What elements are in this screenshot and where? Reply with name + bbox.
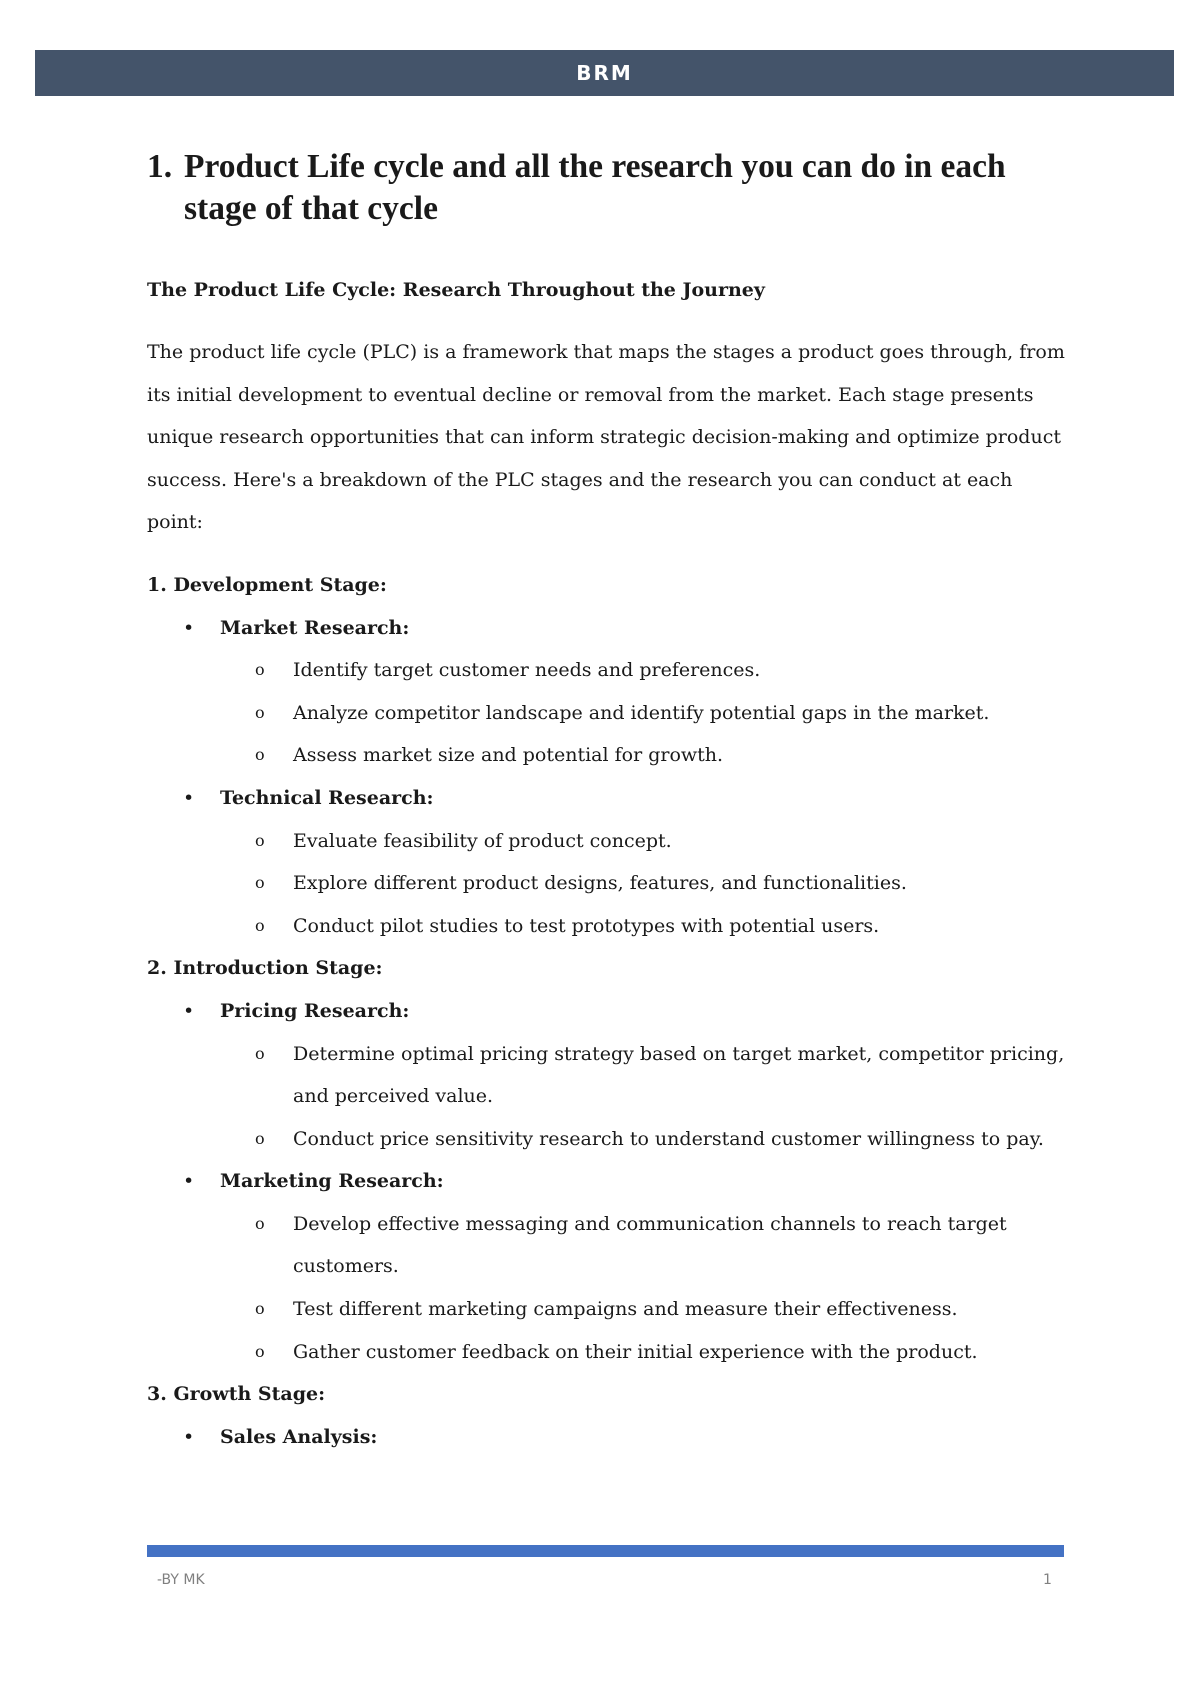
- bullet-item: [147, 990, 1067, 1033]
- sub-item-text: Conduct price sensitivity research to understand customer willingness to pay.: [293, 1127, 1044, 1150]
- sub-list-item: [147, 1288, 1067, 1331]
- bullet-item: [147, 607, 1067, 650]
- sub-item-text: Explore different product designs, features, and functionalities.: [293, 872, 907, 895]
- sub-list-item: [147, 905, 1067, 948]
- sub-item-text: Identify target customer needs and preferences.: [293, 659, 761, 682]
- footer-author: -BY MK: [157, 1572, 205, 1588]
- circle-bullet-icon: o: [255, 830, 265, 850]
- circle-bullet-icon: o: [255, 660, 265, 680]
- sub-item-text: Determine optimal pricing strategy based on target market, competitor pricing, and perceived value.: [293, 1042, 1065, 1108]
- sub-list-item: [147, 1033, 1067, 1118]
- sub-item-text: Test different marketing campaigns and measure their effectiveness.: [293, 1298, 958, 1321]
- bullet-label: Pricing Research:: [220, 999, 410, 1022]
- sub-item-text: Gather customer feedback on their initial experience with the product.: [293, 1340, 978, 1363]
- stage-heading: 2. Introduction Stage:: [147, 957, 383, 980]
- sub-item-text: Evaluate feasibility of product concept.: [293, 829, 672, 852]
- sub-list-item: [147, 692, 1067, 735]
- bullet-item: [147, 1160, 1067, 1203]
- sub-list-item: [147, 1331, 1067, 1374]
- heading-text: Product Life cycle and all the research you can do in each stage of that cycle: [184, 148, 1006, 227]
- bullet-icon: •: [183, 616, 195, 639]
- main-heading: [147, 146, 1067, 230]
- bullet-label: Sales Analysis:: [220, 1425, 378, 1448]
- bullet-icon: •: [183, 1425, 195, 1448]
- bullet-label: Market Research:: [220, 616, 410, 639]
- stage-heading: 3. Growth Stage:: [147, 1383, 326, 1406]
- bullet-icon: •: [183, 1170, 195, 1193]
- bullet-label: Marketing Research:: [220, 1170, 444, 1193]
- circle-bullet-icon: o: [255, 745, 265, 765]
- header-bar: [35, 50, 1174, 96]
- sub-item-text: Analyze competitor landscape and identify potential gaps in the market.: [293, 701, 990, 724]
- page-number: 1: [1043, 1572, 1052, 1588]
- circle-bullet-icon: o: [255, 1341, 265, 1361]
- sub-list-item: [147, 820, 1067, 863]
- sub-list-item: [147, 1118, 1067, 1161]
- stage-heading: 1. Development Stage:: [147, 573, 387, 596]
- sub-heading: The Product Life Cycle: Research Throughout the Journey: [147, 279, 765, 301]
- sub-item-text: Assess market size and potential for growth.: [293, 744, 724, 767]
- sub-list-item: [147, 734, 1067, 777]
- sub-list-item: [147, 862, 1067, 905]
- header-title: BRM: [576, 61, 633, 85]
- sub-item-text: Conduct pilot studies to test prototypes with potential users.: [293, 914, 880, 937]
- circle-bullet-icon: o: [255, 1128, 265, 1148]
- heading-number: 1.: [147, 148, 173, 185]
- circle-bullet-icon: o: [255, 1299, 265, 1319]
- circle-bullet-icon: o: [255, 873, 265, 893]
- bullet-icon: •: [183, 786, 195, 809]
- sub-item-text: Develop effective messaging and communication channels to reach target customers.: [293, 1212, 1007, 1278]
- bullet-label: Technical Research:: [220, 786, 434, 809]
- intro-paragraph: The product life cycle (PLC) is a framework that maps the stages a product goes through, from its initial development to eventual decline or removal from the market. Each stage presents unique research opportunities that can inform strategic decision-making and optimize product success. Here's a breakdown of the PLC stages and the research you can conduct at each point:: [147, 341, 1065, 534]
- sub-list-item: [147, 649, 1067, 692]
- circle-bullet-icon: o: [255, 1213, 265, 1233]
- circle-bullet-icon: o: [255, 1043, 265, 1063]
- circle-bullet-icon: o: [255, 915, 265, 935]
- circle-bullet-icon: o: [255, 702, 265, 722]
- footer-divider: [147, 1545, 1064, 1557]
- sub-list-item: [147, 1203, 1067, 1288]
- bullet-item: [147, 777, 1067, 820]
- bullet-item: [147, 1416, 1067, 1459]
- bullet-icon: •: [183, 999, 195, 1022]
- document-body: [147, 146, 1067, 1458]
